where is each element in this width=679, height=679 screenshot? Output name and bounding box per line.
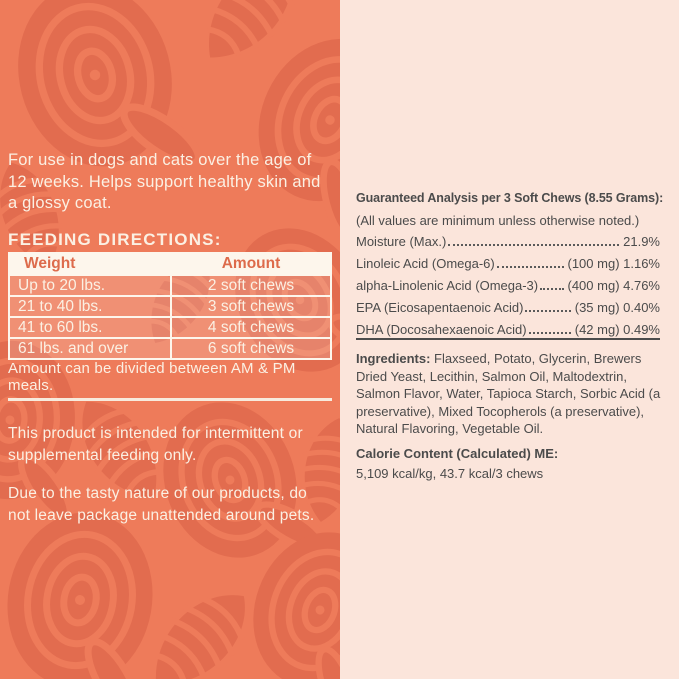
- ingredients-label: Ingredients:: [356, 351, 431, 366]
- table-row: [9, 338, 331, 359]
- feeding-directions-heading: FEEDING DIRECTIONS:: [8, 230, 222, 249]
- weight-cell: 61 lbs. and over: [9, 338, 171, 359]
- analysis-value: 21.9%: [623, 234, 660, 249]
- weight-cell: 21 to 40 lbs.: [9, 296, 171, 317]
- dot-leader: [529, 332, 571, 334]
- ingredients-divider: [356, 338, 660, 340]
- analysis-value: (35 mg) 0.40%: [574, 300, 660, 315]
- dot-leader: [540, 288, 563, 290]
- ingredients-text: [356, 350, 662, 438]
- analysis-label: alpha-Linolenic Acid (Omega-3): [356, 278, 539, 293]
- intermittent-feeding-note: This product is intended for intermittent or supplemental feeding only.: [8, 425, 303, 464]
- analysis-row: [356, 300, 660, 322]
- am-pm-note: Amount can be divided between AM & PM meals.: [8, 360, 296, 394]
- analysis-value: (42 mg) 0.49%: [574, 322, 660, 337]
- amount-cell: 2 soft chews: [171, 275, 331, 296]
- analysis-row: [356, 256, 660, 278]
- weight-column-header: Weight: [9, 253, 171, 275]
- dot-leader: [497, 266, 564, 268]
- calorie-content-heading: Calorie Content (Calculated) ME:: [356, 446, 559, 461]
- calorie-content-value: 5,109 kcal/kg, 43.7 kcal/3 chews: [356, 466, 544, 481]
- package-caution-note: Due to the tasty nature of our products, do not leave package unattended around pets.: [8, 485, 315, 524]
- weight-cell: 41 to 60 lbs.: [9, 317, 171, 338]
- amount-cell: 6 soft chews: [171, 338, 331, 359]
- analysis-value: (100 mg) 1.16%: [567, 256, 660, 271]
- guaranteed-analysis-panel: [340, 0, 679, 679]
- dot-leader: [525, 310, 570, 312]
- analysis-row: [356, 322, 660, 344]
- table-row: [9, 275, 331, 296]
- analysis-label: EPA (Eicosapentaenoic Acid): [356, 300, 524, 315]
- feeding-table: [8, 252, 332, 360]
- analysis-value: (400 mg) 4.76%: [567, 278, 660, 293]
- analysis-label: Moisture (Max.): [356, 234, 447, 249]
- analysis-row: [356, 278, 660, 300]
- amount-cell: 3 soft chews: [171, 296, 331, 317]
- weight-cell: Up to 20 lbs.: [9, 275, 171, 296]
- usage-intro-text: For use in dogs and cats over the age of 12 weeks. Helps support healthy skin and a glossy coat.: [8, 151, 321, 212]
- ingredients-list: Flaxseed, Potato, Glycerin, Brewers Dried Yeast, Lecithin, Salmon Oil, Maltodextrin, Salmon Flavor, Water, Tapioca Starch, Sorbic Acid (a preservative), Mixed Tocopherols (a preservative), Natural Flavoring, Vegetable Oil.: [356, 351, 661, 436]
- table-row: [9, 317, 331, 338]
- analysis-label: DHA (Docosahexaenoic Acid): [356, 322, 527, 337]
- table-row: [9, 296, 331, 317]
- dot-leader: [448, 244, 619, 246]
- amount-column-header: Amount: [171, 253, 331, 275]
- analysis-label: Linoleic Acid (Omega-6): [356, 256, 495, 271]
- analysis-row: [356, 234, 660, 256]
- guaranteed-analysis-subnote: (All values are minimum unless otherwise noted.): [356, 213, 640, 228]
- amount-cell: 4 soft chews: [171, 317, 331, 338]
- analysis-rows: [356, 234, 660, 344]
- left-section-divider: [8, 398, 332, 401]
- feeding-table-header-row: [9, 253, 331, 275]
- guaranteed-analysis-heading: Guaranteed Analysis per 3 Soft Chews (8.55 Grams):: [356, 191, 664, 205]
